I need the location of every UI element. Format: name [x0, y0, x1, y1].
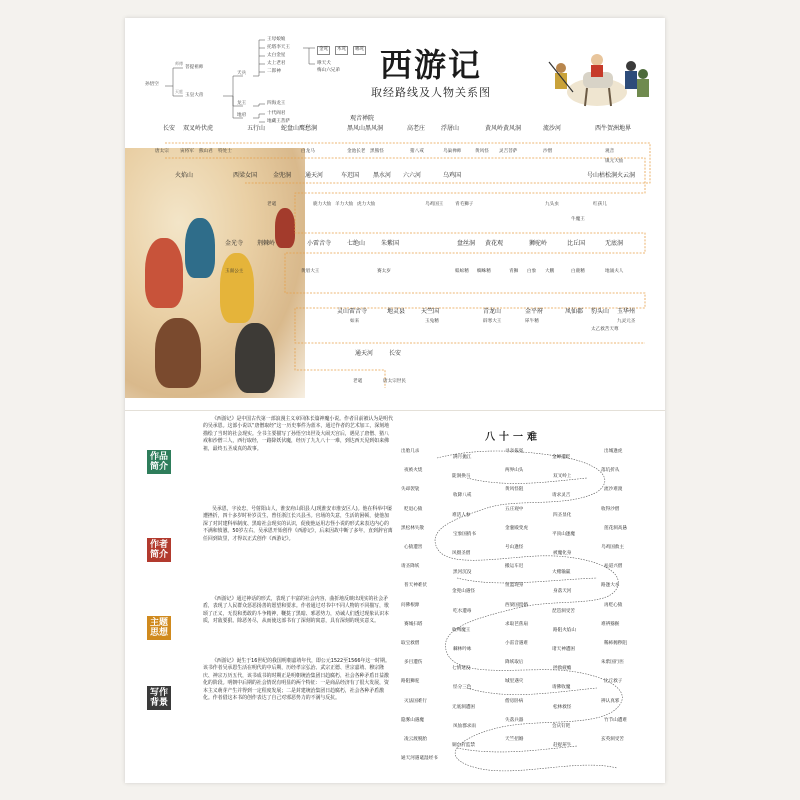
route-stop: 通天河 — [305, 172, 324, 179]
tree-sub: 木吒 — [335, 46, 348, 55]
route-stop: 小雷音寺 — [307, 240, 332, 247]
route-char: 蜘蛛精 — [477, 269, 491, 274]
route-stop: 朱紫国 — [381, 240, 400, 247]
tree-tag-dragon: 龙王 — [237, 101, 247, 106]
nan-item: 难辨猕猴 — [601, 621, 620, 627]
route-stop: 西牛贺洲地界 — [595, 125, 632, 132]
nan-item: 难活人参 — [452, 512, 471, 518]
nan-item: 吃水遭毒 — [453, 608, 472, 614]
page-title: 西游记 — [380, 46, 483, 84]
route-char: 白龙马 — [301, 149, 315, 154]
tree-root: 孙悟空 — [145, 82, 159, 87]
tree-node-jade-emperor: 玉皇大帝 — [185, 93, 204, 98]
route-char: 地涌夫人 — [605, 269, 624, 274]
route-char: 唐太宗世民 — [383, 379, 406, 384]
route-stop: 狮驼岭 — [529, 240, 548, 247]
route-char: 老鼋 — [267, 202, 277, 207]
nan-item: 流沙难渡 — [604, 487, 623, 493]
route-char: 乌巢禅师 — [443, 149, 462, 154]
route-stop: 高老庄 — [407, 125, 426, 132]
nan-item: 五庄观中 — [505, 506, 524, 512]
tree-sub: 金吒 — [317, 46, 330, 55]
nan-item: 再贬心猿 — [604, 602, 623, 608]
route-stop: 六六河 — [403, 172, 422, 179]
route-char: 玉面公主 — [225, 269, 244, 274]
nan-item: 黑松林失散 — [401, 525, 424, 531]
route-stop: 车迟国 — [341, 172, 360, 179]
route-stop: 七绝山 — [347, 240, 366, 247]
nan-item: 莲花洞高悬 — [604, 525, 627, 531]
nan-item: 问佛根源 — [401, 602, 420, 608]
nan-item: 城里遇灾 — [505, 679, 524, 685]
nan-item: 多目遭伤 — [404, 660, 423, 666]
nan-item: 金銮殿变虎 — [505, 525, 528, 531]
route-stop: 浮屠山 — [441, 125, 460, 132]
nan-item: 黑河沉没 — [453, 570, 472, 576]
route-stop: 黄风岭黄风洞 — [485, 125, 522, 132]
route-char: 青狮 — [509, 269, 519, 274]
tree-leaf: 二郎神 — [267, 69, 281, 74]
route-char: 鹿力大仙 — [313, 202, 332, 207]
nan-item: 鱼篮现身 — [505, 583, 524, 589]
nan-item: 双叉岭上 — [553, 474, 572, 480]
nan-item: 满月抛江 — [453, 455, 472, 460]
route-char: 唐太宗 — [155, 149, 169, 154]
route-stop: 灵山雷音寺 — [337, 308, 368, 315]
route-stop: 青龙山 — [483, 308, 502, 315]
nan-item: 小雷音遇难 — [505, 641, 528, 646]
nan-item: 请佛收魔 — [552, 685, 571, 691]
nan-item: 风摄圣僧 — [452, 551, 471, 556]
nan-item: 出城逢虎 — [604, 449, 623, 454]
route-char: 大鹏 — [545, 269, 555, 274]
section-badge-background: 写作背景 — [147, 686, 171, 710]
nan-item: 竹节山遭难 — [604, 717, 627, 723]
nan-item: 被魔化身 — [553, 551, 572, 556]
route-char: 沙僧 — [543, 149, 553, 154]
tree-leaf: 托塔李天王 — [267, 45, 290, 50]
nan-item: 松林救怪 — [553, 704, 572, 710]
tree-tag-soldiers: 天兵 — [237, 71, 247, 76]
nan-item: 路阻火焰山 — [553, 627, 576, 633]
route-char: 赛太岁 — [377, 269, 391, 274]
nan-flow-lines — [397, 438, 665, 783]
nan-item: 祛道兴僧 — [604, 564, 623, 570]
route-char: 犀牛精 — [525, 319, 539, 324]
route-char: 老鼋 — [353, 379, 363, 384]
nan-item: 凤仙郡求雨 — [453, 723, 476, 729]
route-char: 灵吉菩萨 — [499, 149, 518, 154]
route-stop: 金平府 — [525, 308, 544, 315]
route-stop: 观音禅院 — [350, 115, 375, 122]
route-stop: 西梁女国 — [233, 172, 258, 179]
route-stop: 玉华州 — [617, 308, 636, 315]
nan-item: 收得沙僧 — [601, 506, 620, 512]
route-stop: 火焰山 — [175, 172, 194, 179]
route-stop: 长安 — [389, 350, 402, 357]
tree-sub: 梅山六兄弟 — [317, 68, 340, 73]
route-char: 如来 — [350, 319, 360, 324]
nan-item: 心猿遭害 — [404, 545, 423, 550]
nan-item: 收降八戒 — [453, 493, 472, 499]
nan-item: 琵琶洞受苦 — [552, 608, 575, 614]
nan-item: 寻亲报冤 — [505, 449, 524, 454]
route-stop: 黑风山黑风洞 — [347, 125, 384, 132]
nan-item: 西梁国留婚 — [505, 602, 528, 608]
route-char: 观音 — [605, 149, 615, 154]
route-stop: 无底洞 — [605, 240, 624, 247]
nan-item: 通天河遇鼋湿经书 — [401, 756, 438, 762]
nan-item: 落坑折从 — [601, 468, 620, 474]
route-stop: 盘丝洞 — [457, 240, 476, 247]
nan-item: 两界山头 — [505, 468, 524, 474]
route-char: 黄眉大王 — [301, 269, 320, 274]
nan-item: 乌鸡国救主 — [601, 545, 624, 550]
section-badge-theme: 主题思想 — [147, 616, 171, 640]
tree-leaf: 十代阎君 — [267, 111, 286, 116]
nan-item: 普天神难伏 — [404, 583, 427, 589]
tree-leaf: 王母娘娘 — [267, 37, 286, 42]
route-char: 辟寒大王 — [483, 319, 502, 324]
section-text-intro: 《西游记》是中国古代第一部浪漫主义章回体长篇神魔小说。作者目前被认为是明代的吴承恩。这部小说以“唐僧取经”这一历史事件为蓝本，通过作者的艺术加工，深刻地描绘了当时的社会现实。全书主要描写了孙悟空出世及大闹天宫后，遇见了唐僧、猪八戒和沙僧三人，西行取经，一路降妖伏魔，经历了九九八十一难，到达西天见到如来佛祖，最终五圣成真的故事。 — [203, 416, 393, 452]
nan-item: 取宝救僧 — [401, 641, 420, 646]
route-char: 寅将军 — [180, 149, 194, 154]
route-stop: 豹头山 — [591, 308, 610, 315]
route-char: 乌鸡国王 — [425, 202, 444, 207]
nan-item: 比丘救子 — [604, 679, 623, 685]
nan-item: 贬退心猿 — [404, 506, 423, 512]
nan-item: 天竺招婚 — [505, 737, 524, 742]
route-char: 九灵元圣 — [617, 319, 636, 324]
route-stop: 凤仙郡 — [565, 308, 584, 315]
tree-sub: 哮天犬 — [317, 61, 331, 66]
route-stop: 五行山 — [247, 125, 266, 132]
nan-item: 路逢大水 — [601, 583, 620, 589]
nan-item: 怪分三色 — [453, 685, 472, 691]
nan-item: 降妖取后 — [505, 660, 524, 666]
route-char: 九头虫 — [545, 202, 559, 207]
route-stop: 通天河 — [355, 350, 374, 357]
route-char: 特处士 — [218, 149, 232, 154]
route-char: 熊山君 — [199, 149, 213, 154]
nan-item: 路阻狮驼 — [401, 679, 420, 685]
section-badge-intro: 作品简介 — [147, 450, 171, 474]
section-text-theme: 《西游记》通过神话的形式，表现了丰富的社会内容，曲折地反映出现实的社会矛盾，表现了人民群众惩恶扬善的愿望和要求。作者通过对书中不同人物的不同描写，歌颂了正义，无畏和勇敢的斗争精神，鞭挞了黑暗、邪恶势力，劝诫人们透过现象认识本质，对敌要狠、除恶务尽，从而使这部书有了深刻的寓意，具有深刻的现实意义。 — [203, 596, 389, 625]
route-char: 黄风怪 — [475, 149, 489, 154]
route-stop: 蛇盘山鹰愁涧 — [281, 125, 318, 132]
section-text-author: 吴承恩，字汝忠，号射阳山人，淮安府山阳县人(现淮安市淮安区人)。他在科举中屡遭挫折，四十多岁时补岁贡生，曾任浙江长兴县丞。官场的失意，生活的困顿，使他加深了对封建科举制度、黑暗社会现实的认识，促使他运用志怪小说的形式来表达内心的不满和愤懑。50岁左右，吴承恩开始创作《西游记》，后来因故中断了多年，直到辞官离任回到故里，才得以正式创作《西游记》。 — [203, 506, 393, 542]
nan-item: 会庆钉钯 — [552, 723, 571, 729]
section-text-background: 《西游记》诞生于16世纪的我国明朝嘉靖年代，即公元1522至1566年这一时期。该书作者吴承恩生活在明代的中后期，历经孝宗弘治、武宗正德、世宗嘉靖、穆宗隆庆、神宗万历五代，该书成书的时期正是明朝统治集团日趋腐朽，社会各种矛盾日益激化的阶段。明朝中后期的社会情况有明显的两个特征：一是商品经济有了很大发展，资本主义萌芽产生并得到一定程度发展；二是封建统治集团日趋腐朽，社会各种矛盾激化。作者借这本书的创作表达了自己对邪恶势力的不满与反抗。 — [203, 658, 390, 702]
nan-item: 身落天河 — [553, 589, 572, 595]
tree-leaf: 太白金星 — [267, 53, 286, 58]
route-stop: 地灵县 — [387, 308, 406, 315]
route-char: 羊力大仙 — [335, 202, 354, 207]
nan-item: 金兜山遇怪 — [452, 589, 475, 595]
route-stop: 天竺国 — [421, 308, 440, 315]
nan-item: 诸天神遭困 — [552, 647, 575, 652]
route-stop: 黄花观 — [485, 240, 504, 247]
nan-item: 出胎几杀 — [401, 449, 420, 454]
nan-item: 陡涧换马 — [452, 474, 471, 480]
nan-item: 辨认真邪 — [601, 698, 620, 704]
nan-item: 请求灵吉 — [552, 493, 571, 499]
nan-item: 棘林吟咏 — [453, 647, 472, 652]
route-char: 太乙救苦天尊 — [591, 327, 619, 332]
tree-leaf: 太上老君 — [267, 61, 286, 66]
nan-item: 拯救疲癃 — [553, 666, 572, 672]
nan-item: 铜台府监禁 — [452, 743, 475, 748]
nan-item: 僧房卧病 — [505, 698, 524, 704]
section-badge-author: 作者简介 — [147, 538, 171, 562]
nan-item: 收缚魔王 — [452, 627, 471, 633]
route-char: 猪八戒 — [410, 149, 424, 154]
nan-item: 失落兵器 — [505, 717, 524, 723]
tree-leaf: 地藏王菩萨 — [267, 119, 290, 124]
route-stop: 双叉岭伏虎 — [183, 125, 214, 132]
route-char: 金池长老 — [347, 149, 366, 154]
route-char: 红孩儿 — [593, 202, 607, 207]
route-stop: 金光寺 — [225, 240, 244, 247]
route-char: 青毛狮子 — [455, 202, 474, 207]
nan-item: 灭法国难行 — [404, 698, 427, 704]
route-stop: 号山枯松涧火云洞 — [587, 172, 636, 179]
route-char: 白鹿精 — [571, 269, 585, 274]
route-char: 蜈蚣精 — [455, 269, 469, 274]
tree-node-puti: 菩提祖师 — [185, 65, 204, 70]
section-divider — [125, 410, 665, 411]
nan-item: 凌云渡脱胎 — [404, 737, 427, 742]
route-char: 白象 — [527, 269, 537, 274]
nan-item: 金蝉遭贬 — [552, 455, 571, 460]
nan-item: 隐雾山遇魔 — [401, 717, 424, 723]
tree-tag-underworld: 地府 — [237, 113, 247, 118]
route-char: 玉兔精 — [425, 319, 439, 324]
route-stop: 荆棘岭 — [257, 240, 276, 247]
nan-item: 平顶山逢魔 — [552, 531, 575, 537]
nan-item: 号山逢怪 — [505, 545, 524, 550]
route-stop: 乌鸡国 — [443, 172, 462, 179]
page-subtitle: 取经路线及人物关系图 — [371, 86, 491, 99]
tree-leaf: 四海龙王 — [267, 101, 286, 106]
nan-item: 失却袈裟 — [401, 487, 420, 493]
nan-item: 四圣显化 — [553, 512, 572, 518]
nan-item: 玄英洞受苦 — [601, 737, 624, 742]
nan-item: 朱紫国行医 — [601, 660, 624, 666]
poster-sheet — [125, 18, 665, 783]
tree-tag-teacher: 师傅 — [175, 61, 183, 66]
nan-title: 八十一难 — [485, 432, 541, 443]
route-stop: 长安 — [163, 125, 176, 132]
route-char: 黑熊怪 — [370, 149, 384, 154]
nan-item: 稀柿衕秽阻 — [604, 641, 627, 646]
route-char: 牛魔王 — [571, 217, 585, 222]
route-char: 镇元大仙 — [605, 159, 624, 164]
route-stop: 黑水河 — [373, 172, 392, 179]
route-char: 虎力大仙 — [357, 202, 376, 207]
nan-item: 宝象国捎书 — [453, 531, 476, 537]
route-stop: 比丘国 — [567, 240, 586, 247]
route-stop: 流沙河 — [543, 125, 562, 132]
nan-item: 大赌输赢 — [552, 570, 571, 576]
nan-item: 夜被火烧 — [404, 468, 423, 474]
nan-item: 赶捉犀牛 — [553, 743, 572, 748]
nan-item: 赛城扫塔 — [404, 621, 423, 627]
route-stop: 金兜洞 — [273, 172, 292, 179]
tree-tag-heaven: 天庭 — [175, 89, 183, 94]
nan-item: 求取芭蕉扇 — [505, 621, 528, 627]
nan-item: 无底洞遭困 — [452, 704, 475, 710]
nan-item: 黄风怪阻 — [505, 487, 524, 493]
nan-item: 请圣降妖 — [401, 564, 420, 570]
nan-item: 搬运车迟 — [505, 564, 524, 570]
nan-item: 七情迷没 — [452, 666, 471, 672]
tree-sub: 哪吒 — [353, 46, 366, 55]
